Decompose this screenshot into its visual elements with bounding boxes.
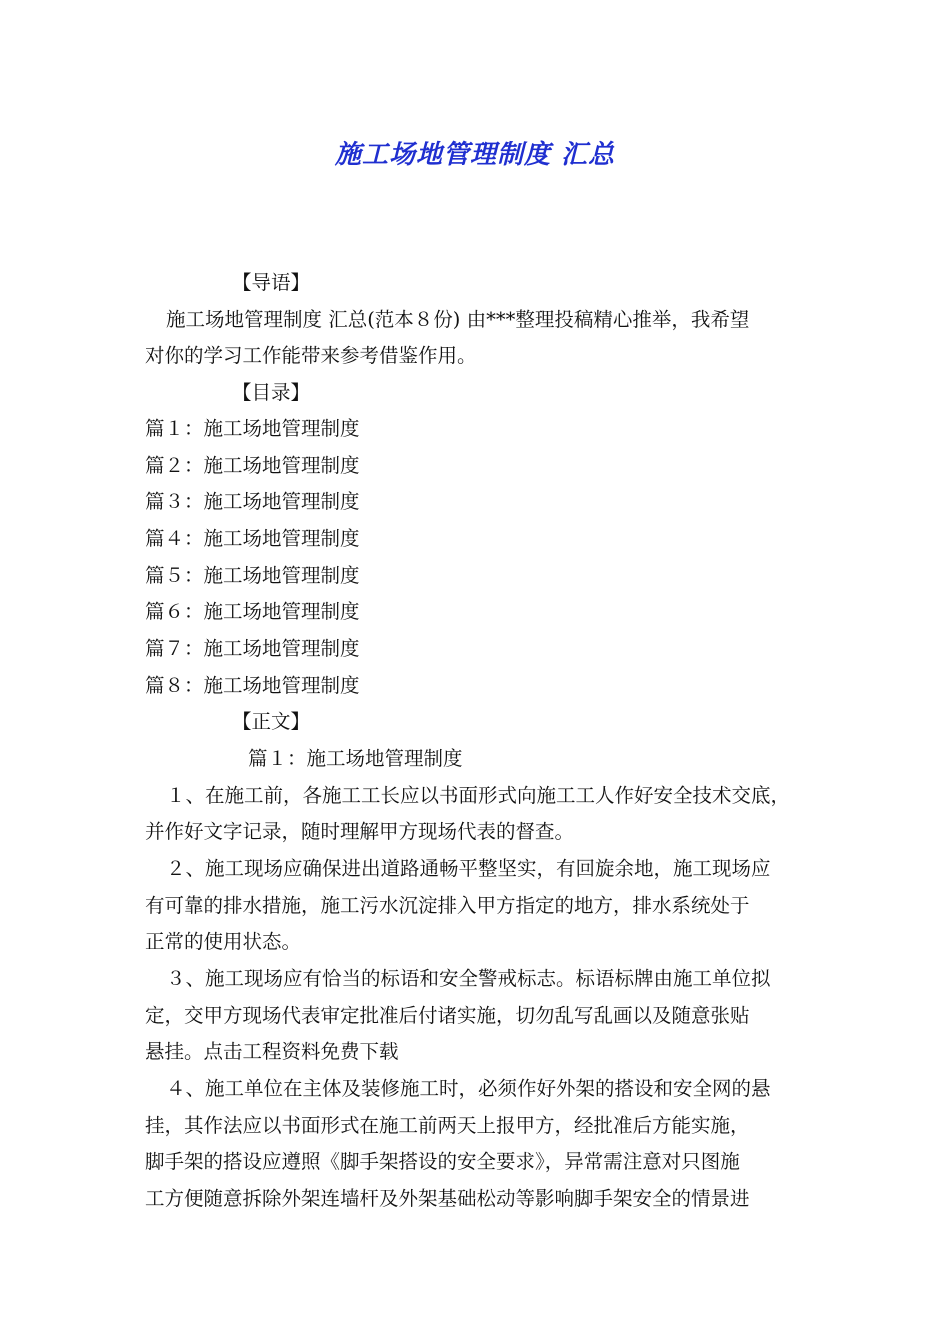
body-line: 有可靠的排水措施，施工污水沉淀排入甲方指定的地方，排水系统处于 xyxy=(145,894,750,917)
toc-item: 篇４：施工场地管理制度 xyxy=(145,527,360,550)
intro-heading: 【导语】 xyxy=(232,271,311,294)
body-line: 定，交甲方现场代表审定批准后付诸实施，切勿乱写乱画以及随意张贴 xyxy=(145,1004,750,1027)
toc-item: 篇６：施工场地管理制度 xyxy=(145,600,360,623)
toc-item: 篇７：施工场地管理制度 xyxy=(145,637,360,660)
body-line: 脚手架的搭设应遵照《脚手架搭设的安全要求》，异常需注意对只图施 xyxy=(145,1150,740,1173)
body-line: 悬挂。点击工程资料免费下载 xyxy=(145,1040,399,1063)
intro-line: 对你的学习工作能带来参考借鉴作用。 xyxy=(145,344,477,367)
body-line: 正常的使用状态。 xyxy=(145,930,302,953)
toc-item: 篇８：施工场地管理制度 xyxy=(145,674,360,697)
section-title: 篇１：施工场地管理制度 xyxy=(248,747,463,770)
toc-item: 篇３：施工场地管理制度 xyxy=(145,490,360,513)
toc-item: 篇５：施工场地管理制度 xyxy=(145,564,360,587)
body-line: ４、施工单位在主体及装修施工时，必须作好外架的搭设和安全网的悬 xyxy=(166,1077,771,1100)
document-title: 施工场地管理制度 汇总 xyxy=(334,140,616,170)
body-line: 工方便随意拆除外架连墙杆及外架基础松动等影响脚手架安全的情景进 xyxy=(145,1187,750,1210)
toc-heading: 【目录】 xyxy=(232,381,311,404)
body-line: 挂，其作法应以书面形式在施工前两天上报甲方，经批准后方能实施， xyxy=(145,1114,750,1137)
body-line: 并作好文字记录，随时理解甲方现场代表的督查。 xyxy=(145,820,575,843)
body-line: １、在施工前，各施工工长应以书面形式向施工工人作好安全技术交底， xyxy=(166,784,791,807)
body-line: ３、施工现场应有恰当的标语和安全警戒标志。标语标牌由施工单位拟 xyxy=(166,967,771,990)
body-line: ２、施工现场应确保进出道路通畅平整坚实，有回旋余地，施工现场应 xyxy=(166,857,771,880)
body-heading: 【正文】 xyxy=(232,710,311,733)
toc-item: 篇１：施工场地管理制度 xyxy=(145,417,360,440)
toc-item: 篇２：施工场地管理制度 xyxy=(145,454,360,477)
intro-line: 施工场地管理制度 汇总(范本８份) 由***整理投稿精心推举，我希望 xyxy=(166,308,750,331)
